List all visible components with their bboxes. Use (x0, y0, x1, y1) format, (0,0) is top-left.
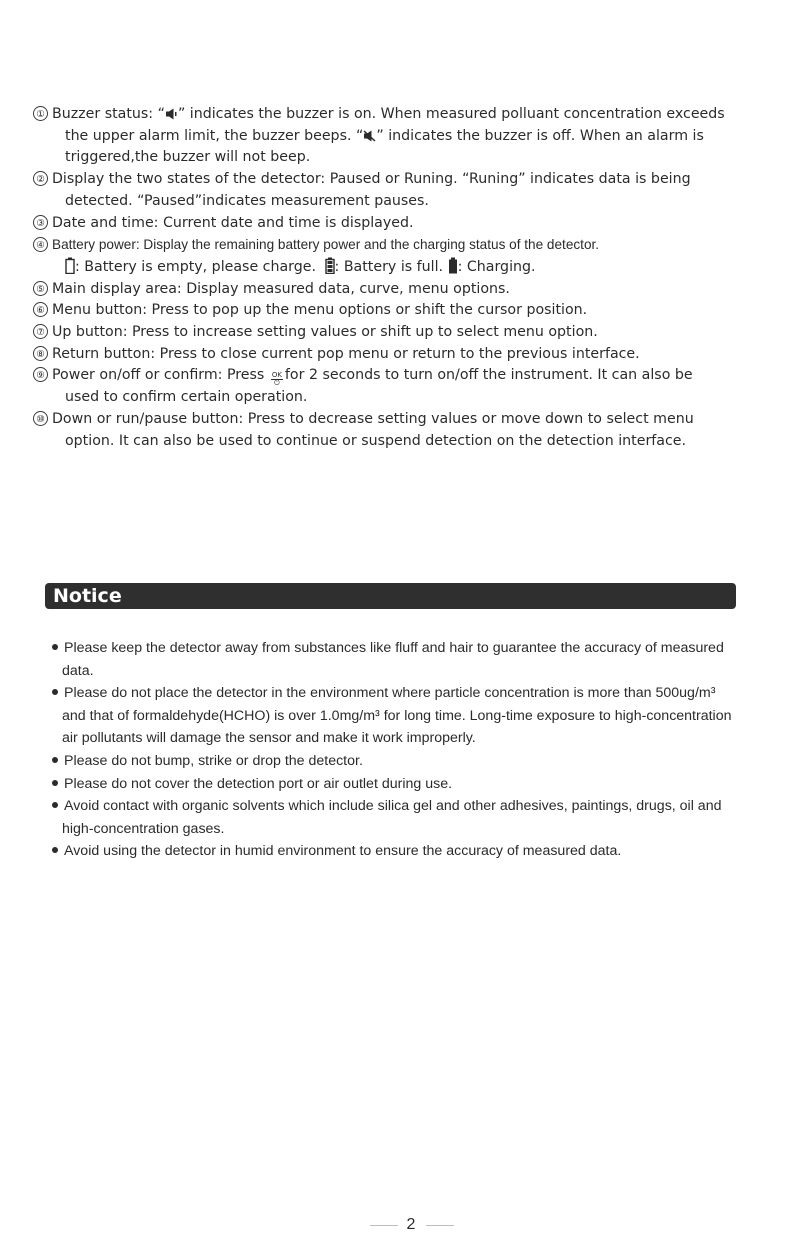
display-legend: ① Buzzer status: “ ” indicates the buzzer is on. When measured polluant concentration exceeds the upper alarm limit, the buzzer beeps. “ ” indicates the buzzer is off. When an alarm is triggered,the buzzer will not beep. ② Display the two states of the detector: Paused or Runing. “Runing” indicates data is being detected. “Paused”indicates measurement pauses. ③ Date and time: Current date and time is displayed. ④ Battery power: Display the remaining battery power and the charging status of the detector. : Battery is empty, please charge. : Battery is full. : Charging. ⑤ Main display area: Display measured data, curve, menu options. ⑥ Menu button: Press to pop up the menu options or shift the cursor position. ⑦ Up button: Press to increase setting values or shift up to select menu option. ⑧ Return button: Press to close current pop menu or return to the previous interface. ⑨ Power on/off or confirm: Press OK ⏻ for 2 seconds to turn on/off the instrument. It can also be used to confirm certain operation. ⑩ Down or run/pause button: Press to decrease setting values or move down to select menu option. It can also be used to continue or suspend detection on the detection interface. (33, 104, 758, 453)
list-item: Avoid contact with organic solvents which include silica gel and other adhesives, paintings, drugs, oil and (52, 795, 774, 818)
battery-full-icon (325, 257, 335, 274)
bullet-icon (52, 780, 58, 786)
speaker-on-icon (165, 108, 178, 120)
legend-item-menu-button: ⑥ Menu button: Press to pop up the menu options or shift the cursor position. (33, 300, 758, 322)
item-number: ④ (33, 237, 48, 252)
battery-charging-icon (448, 257, 458, 274)
bullet-icon (52, 757, 58, 763)
legend-item-down-button: ⑩ Down or run/pause button: Press to decrease setting values or move down to select menu (33, 409, 758, 431)
item-number: ⑨ (33, 367, 48, 382)
page-number: 2 (406, 1216, 416, 1233)
footer-divider-left (370, 1225, 398, 1226)
footer-divider-right (426, 1225, 454, 1226)
bullet-icon (52, 847, 58, 853)
legend-item-up-button: ⑦ Up button: Press to increase setting values or shift up to select menu option. (33, 322, 758, 344)
notice-title: Notice (53, 585, 122, 607)
bullet-icon (52, 802, 58, 808)
item-number: ② (33, 171, 48, 186)
legend-item-battery: ④ Battery power: Display the remaining battery power and the charging status of the detector. (33, 234, 758, 257)
page-footer (0, 1215, 795, 1237)
list-item: Please do not place the detector in the environment where particle concentration is more than 500ug/m³ (52, 682, 774, 705)
item-number: ⑥ (33, 302, 48, 317)
legend-item-datetime: ③ Date and time: Current date and time is displayed. (33, 213, 758, 235)
battery-empty-icon (65, 257, 75, 274)
item-number: ⑩ (33, 411, 48, 426)
notice-list: Please keep the detector away from substances like fluff and hair to guarantee the accuracy of measured data. Please do not place the detector in the environment where particle concentration is more than 500ug/m³ and that of formaldehyde(HCHO) is over 1.0mg/m³ for long time. Long-time exposure to high-concentration air pollutants will damage the sensor and make it work improperly. Please do not bump, strike or drop the detector. Please do not cover the detection port or air outlet during use. Avoid contact with organic solvents which include silica gel and other adhesives, paintings, drugs, oil and high-concentration gases. Avoid using the detector in humid environment to ensure the accuracy of measured data. (52, 637, 774, 863)
item-number: ⑦ (33, 324, 48, 339)
item-number: ① (33, 106, 48, 121)
list-item: Please keep the detector away from substances like fluff and hair to guarantee the accuracy of measured (52, 637, 774, 660)
legend-item-return-button: ⑧ Return button: Press to close current pop menu or return to the previous interface. (33, 344, 758, 366)
bullet-icon (52, 644, 58, 650)
legend-item-buzzer: ① Buzzer status: “ ” indicates the buzzer is on. When measured polluant concentration exceeds (33, 104, 758, 126)
notice-heading-bar (45, 583, 736, 609)
legend-item-main-display: ⑤ Main display area: Display measured data, curve, menu options. (33, 279, 758, 301)
list-item: Avoid using the detector in humid environment to ensure the accuracy of measured data. (52, 840, 774, 863)
item-number: ③ (33, 215, 48, 230)
list-item: Please do not cover the detection port or air outlet during use. (52, 773, 774, 796)
list-item: Please do not bump, strike or drop the detector. (52, 750, 774, 773)
power-ok-icon: OK ⏻ (271, 371, 282, 388)
legend-item-power-button: ⑨ Power on/off or confirm: Press OK ⏻ for 2 seconds to turn on/off the instrument. It can also be (33, 365, 758, 387)
speaker-off-icon (363, 130, 376, 142)
legend-item-state: ② Display the two states of the detector: Paused or Runing. “Runing” indicates data is being (33, 169, 758, 191)
item-number: ⑤ (33, 281, 48, 296)
bullet-icon (52, 689, 58, 695)
item-number: ⑧ (33, 346, 48, 361)
